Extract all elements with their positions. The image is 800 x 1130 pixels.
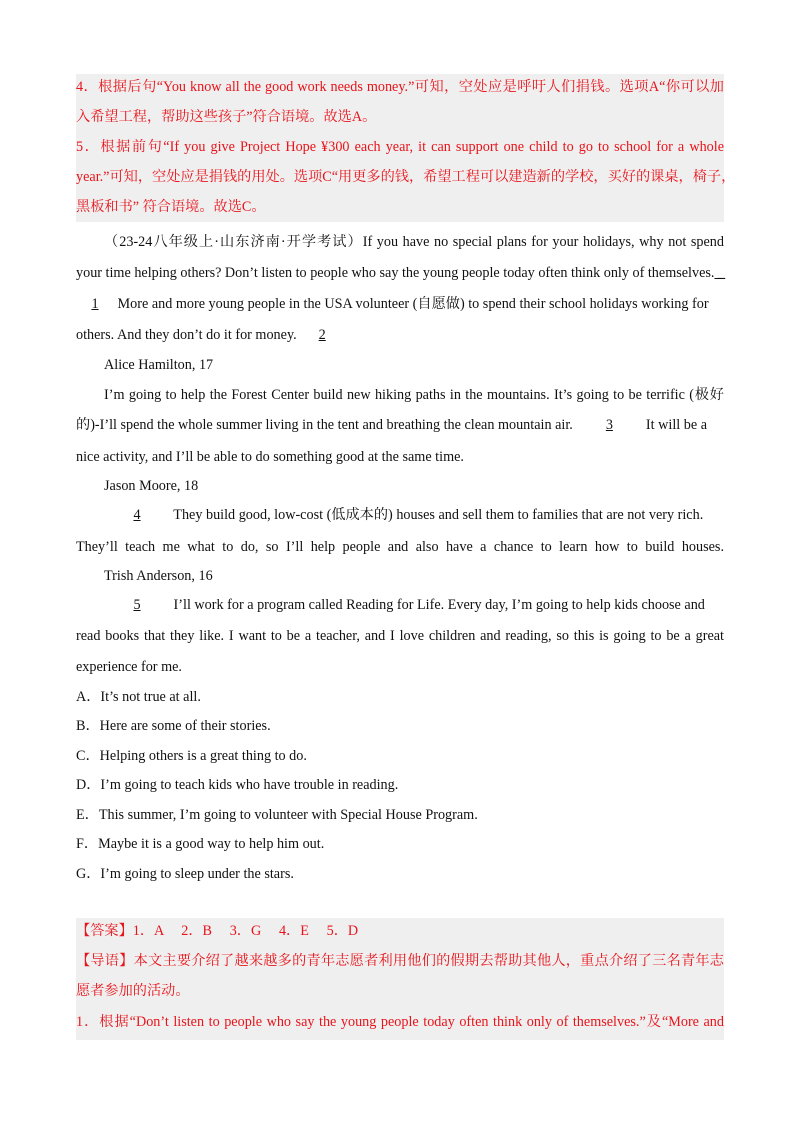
passage-line: nice activity, and I’ll be able to do something good at the same time. — [76, 449, 464, 465]
passage-text: 的)-I’ll spend the whole summer living in the tent and breathing the clean mountain air. — [76, 417, 577, 433]
author-name: Alice Hamilton, 17 — [104, 357, 214, 373]
explanation-line: 黑板和书” 符合语境。故选C。 — [76, 199, 266, 215]
passage-text: It will be a — [642, 417, 707, 433]
option-c: C．Helping others is a great thing to do. — [76, 748, 307, 764]
passage-text: others. And they don’t do it for money. — [76, 327, 301, 343]
passage-line: （23-24八年级上·山东济南·开学考试）If you have no special plans for your holidays, why not spend — [104, 234, 724, 250]
option-a: A．It’s not true at all. — [76, 689, 201, 705]
author-name: Jason Moore, 18 — [104, 478, 199, 494]
passage-text: They build good, low-cost (低成本的) houses and sell them to families that are not very rich. — [170, 507, 704, 523]
explanation-line: year.”可知，空处应是捐钱的用处。选项C“用更多的钱，希望工程可以建造新的学校，买好的课桌，椅子， — [76, 169, 736, 185]
passage-line: read books that they like. I want to be a teacher, and I love children and reading, so this is going to be a great — [76, 628, 724, 644]
explanation-line: 4．根据后句“You know all the good work needs money.”可知，空处应是呼吁人们捐钱。选项A“你可以加 — [76, 79, 724, 95]
option-b: B．Here are some of their stories. — [76, 718, 271, 734]
passage-line: I’m going to help the Forest Center build new hiking paths in the mountains. It’s going to be terrific (极好 — [104, 387, 724, 403]
passage-line — [76, 326, 724, 344]
passage-text: I’ll work for a program called Reading for Life. Every day, I’m going to help kids choose and — [170, 597, 705, 613]
explanation-line: 入希望工程，帮助这些孩子”符合语境。故选A。 — [76, 109, 377, 125]
passage-line — [76, 295, 724, 313]
passage-line — [76, 596, 724, 614]
option-g: G．I’m going to sleep under the stars. — [76, 866, 294, 882]
passage-text: your time helping others? Don’t listen to people who say the young people today often think only of themselves. — [76, 265, 715, 281]
passage-line: experience for me. — [76, 659, 182, 675]
explanation-line: 5．根据前句“If you give Project Hope ¥300 each year, it can support one child to go to school for a whole — [76, 139, 724, 155]
option-d: D．I’m going to teach kids who have trouble in reading. — [76, 777, 399, 793]
blank-1: 1 — [91, 296, 99, 312]
passage-line: They’ll teach me what to do, so I’ll help people and also have a chance to learn how to build houses. — [76, 539, 724, 555]
option-e: E．This summer, I’m going to volunteer with Special House Program. — [76, 807, 478, 823]
answer-line: 【答案】1．A 2．B 3．G 4．E 5．D — [76, 923, 359, 939]
blank-5: 5 — [133, 597, 141, 613]
passage-text: More and more young people in the USA volunteer (自愿做) to spend their school holidays working for — [114, 296, 709, 312]
option-f: F．Maybe it is a good way to help him out. — [76, 836, 325, 852]
guide-line: 【导语】本文主要介绍了越来越多的青年志愿者利用他们的假期去帮助其他人，重点介绍了三名青年志 — [76, 953, 724, 969]
guide-line: 愿者参加的活动。 — [76, 983, 190, 999]
explanation-line: 1．根据“Don’t listen to people who say the young people today often think only of themselves.”及“More and — [76, 1014, 724, 1030]
blank-2: 2 — [318, 327, 326, 343]
passage-line — [76, 416, 724, 434]
passage-line — [76, 506, 724, 524]
blank-3: 3 — [605, 417, 613, 433]
blank-4: 4 — [133, 507, 141, 523]
author-name: Trish Anderson, 16 — [104, 568, 213, 584]
passage-text: _ — [714, 265, 726, 281]
passage-line — [76, 264, 724, 282]
